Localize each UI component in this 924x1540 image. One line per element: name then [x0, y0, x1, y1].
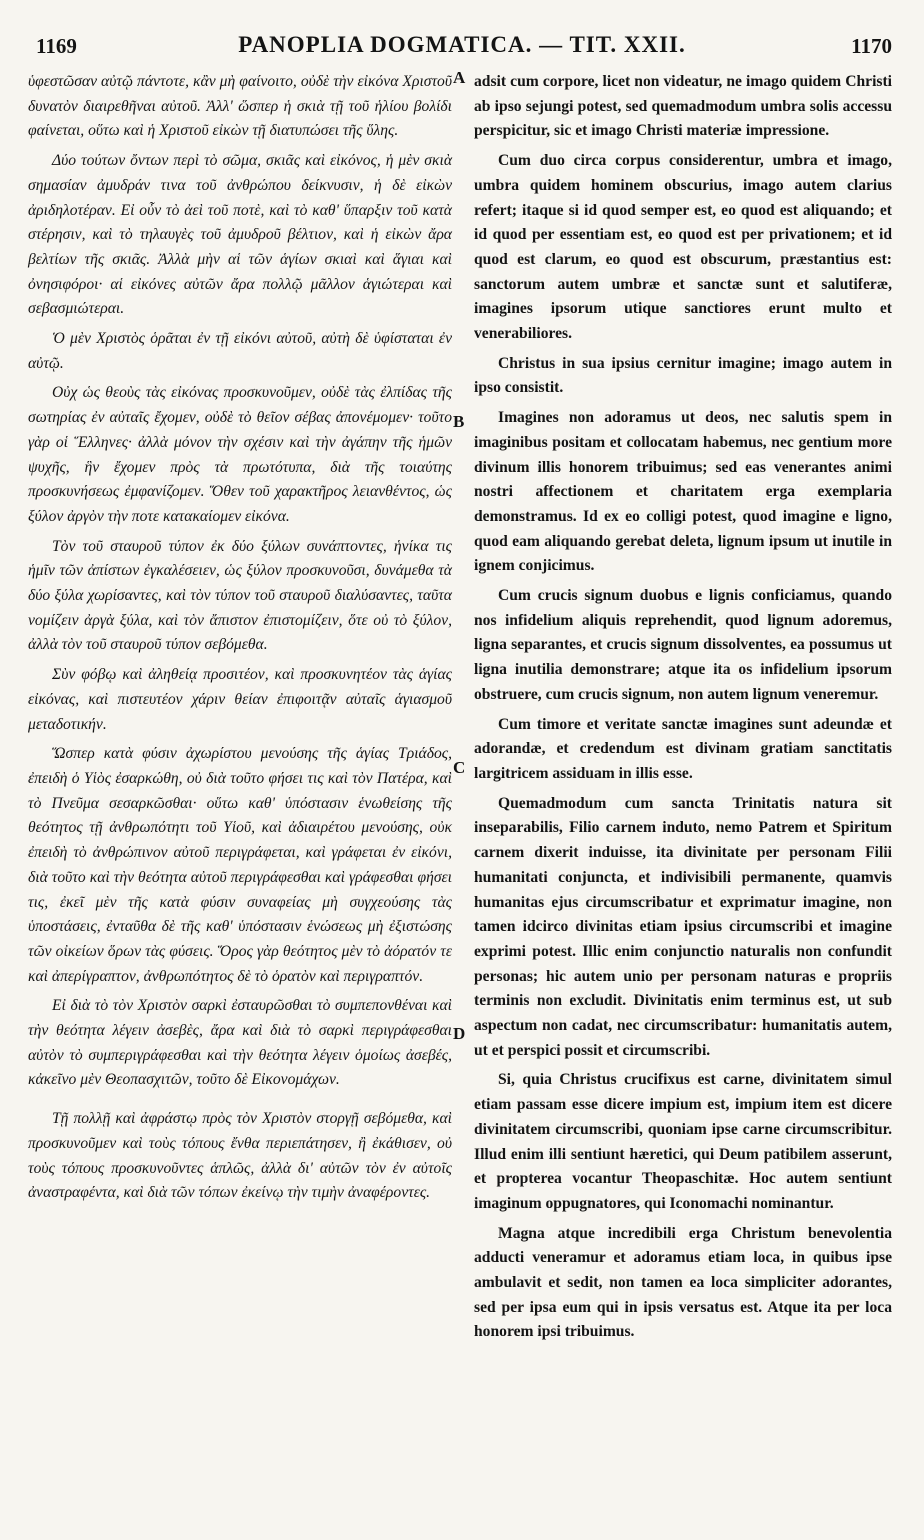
page-header [28, 32, 896, 60]
latin-paragraph: Cum crucis signum duobus e lignis conficiamus, quando nos infidelium aliquis reprehendit, quod lignum adoremus, ligna separantes, et crucis signum dissolventes, ea possumus ut ligna inutilia demonstrare; atque ita os infidelium ipsorum obstruere, cum crucis signum, non autem lignum veneremur. [474, 587, 892, 703]
greek-paragraph: Οὐχ ὡς θεοὺς τὰς εἰκόνας προσκυνοῦμεν, οὐδὲ τὰς ἐλπίδας τῆς σωτηρίας ἐν αὐταῖς ἔχομεν, οὐδὲ τὸ θεῖον σέβας ἀπονέμομεν· τοῦτο γὰρ οἱ Ἕλληνες· ἀλλὰ μόνον τὴν σχέσιν καὶ τὴν ἀγάπην τῆς ἡμῶν ψυχῆς, ἣν ἔχομεν πρὸς τὰ πρωτότυπα, διὰ τῆς τοιαύτης προσκυνήσεως ἐμφανίζομεν. Ὅθεν τοῦ χαρακτῆρος λειανθέντος, ὡς ξύλον ἀργὸν τὴν ποτε κατακαίομεν εἰκόνα. [28, 384, 452, 525]
greek-paragraph: Τῇ πολλῇ καὶ ἀφράστῳ πρὸς τὸν Χριστὸν στοργῇ σεβόμεθα, καὶ προσκυνοῦμεν καὶ τοὺς τόπους ἔνθα περιεπάτησεν, ἢ ἐκάθισεν, οὐ τοὺς τόπους προσκυνοῦντες ἁπλῶς, ἀλλὰ δι' αὐτῶν τὸν ἐν αὐτοῖς ἀναστραφέντα, καὶ διὰ τῶν τόπων ἐκείνῳ τὴν τιμὴν ἀναφέροντες. [28, 1110, 452, 1202]
latin-paragraph: adsit cum corpore, licet non videatur, ne imago quidem Christi ab ipso sejungi potest, sed quemadmodum umbra solis accessu perspicitur, sic et imago Christi materiæ impressione. [474, 73, 892, 140]
margin-letter-c: C [453, 758, 466, 777]
greek-paragraph: Τὸν τοῦ σταυροῦ τύπον ἐκ δύο ξύλων συνάπτοντες, ἡνίκα τις ἡμῖν τῶν ἀπίστων ἐγκαλέσειεν, ὡς ξύλον προσκυνοῦσι, δυνάμεθα τὰ δύο ξύλα χωρίσαντες, καὶ τὸν τύπον τοῦ σταυροῦ διαλύσαντες, ταῦτα νομίζειν ἀργὰ ξύλα, καὶ τὸν ἄπιστον ἐπιστομίζειν, ὅτε οὐ τὸ ξύλον, ἀλλὰ τὸν τοῦ σταυροῦ τύπον σεβόμεθα. [28, 537, 452, 654]
latin-paragraph: Christus in sua ipsius cernitur imagine; imago autem in ipso consistit. [474, 354, 892, 397]
greek-paragraph: Δύο τούτων ὄντων περὶ τὸ σῶμα, σκιᾶς καὶ εἰκόνος, ἡ μὲν σκιὰ σημασίαν ἀμυδράν τινα τοῦ ἀνθρώπου δείκνυσιν, ἡ δὲ εἰκὼν ἀριδηλοτέραν. Εἰ οὖν τὸ ἀεὶ τοῦ ποτὲ, καὶ τὸ καθ' ὕπαρξιν τοῦ κατὰ στέρησιν, καὶ τὸ τηλαυγὲς τοῦ ἀμυδροῦ βέλτιον, καὶ ἡ εἰκὼν ἄρα βελτίων τῆς σκιᾶς. Ἀλλὰ μὴν αἱ τῶν ἁγίων σκιαὶ καὶ ἅγιαι καὶ ὀνησιφόροι· αἱ εἰκόνες αὐτῶν ἄρα πολλῷ μᾶλλον ἁγιώτεραι καὶ σεβασμιώτεραι. [28, 152, 452, 318]
latin-paragraph: Cum duo circa corpus considerentur, umbra et imago, umbra quidem hominem obscurius, imago autem clarius refert; itaque si id quod semper est, eo quod est aliquando; et id quod per essentiam est, eo quod est per privationem; et id quod est clarum, eo quod est obscurum, præstantius est: sanctorum autem umbræ et sanctæ sunt et salutiferæ, imagines ipsorum utique sanctiores erunt multo et venerabiliores. [474, 152, 892, 343]
greek-paragraph: Ὁ μὲν Χριστὸς ὁρᾶται ἐν τῇ εἰκόνι αὐτοῦ, αὐτὴ δὲ ὑφίσταται ἐν αὐτῷ. [28, 330, 452, 372]
greek-paragraph: Εἰ διὰ τὸ τὸν Χριστὸν σαρκὶ ἐσταυρῶσθαι τὸ συμπεπονθέναι καὶ τὴν θεότητα λέγειν ἀσεβὲς, ἄρα καὶ διὰ τὸ σαρκὶ περιγράφεσθαι αὐτὸν τὸ συμπεριγράφεσθαι καὶ τὴν θεότητα λέγειν ὁμοίως ἀσεβές, κἀκεῖνο μὲν Θεοπασχιτῶν, τοῦτο δὲ Εἰκονομάχων. [28, 997, 452, 1089]
greek-column [28, 70, 452, 1211]
greek-paragraph: Σὺν φόβῳ καὶ ἀληθείᾳ προσιτέον, καὶ προσκυνητέον τὰς ἁγίας εἰκόνας, καὶ πιστευτέον χάριν θείαν ἐπιφοιτᾷν αὐταῖς ἁγιασμοῦ μεταδοτικήν. [28, 666, 452, 733]
latin-paragraph: Magna atque incredibili erga Christum benevolentia adducti veneramur et adoramus etiam loca, in quibus ipse ambulavit et sedit, non tamen ea loca simpliciter adorantes, sed per ipsa eum qui in ipsis versatus est. Atque ita per loca honorem ipsi tribuimus. [474, 1224, 892, 1341]
latin-paragraph: Si, quia Christus crucifixus est carne, divinitatem simul etiam passam esse dicere impium est, impium item est dicere divinitatem circumscribi, quoniam ipse carne circumscribitur. Illud enim illi sentiunt hæretici, qui Deum patibilem asserunt, et propterea vocantur Theopaschitæ. Hoc autem sentiunt imaginum oppugnatores, qui Iconomachi nominantur. [474, 1071, 892, 1212]
page-number-left: 1169 [36, 34, 77, 58]
latin-paragraph: Imagines non adoramus ut deos, nec salutis spem in imaginibus positam et collocatam habemus, nec gentium more divinum illis honorem tribuimus; sed eas venerantes animi nostri affectionem et charitatem erga exemplaria demonstramus. Id ex eo colligi potest, quod imagine e ligno, quod eam aliquando gerebat deleta, lignum ipsum ut inutile in ignem conjicimus. [474, 409, 892, 575]
latin-paragraph: Cum timore et veritate sanctæ imagines sunt adeundæ et adorandæ, et credendum est divinam gratiam sanctitatis largitricem assiduam in illis esse. [474, 715, 892, 782]
margin-letter-a: A [453, 68, 466, 87]
latin-paragraph: Quemadmodum cum sancta Trinitatis natura sit inseparabilis, Filio carnem induto, nemo Patrem et Spiritum carnem dixerit induisse, ita divinitate per personam Filii humanitati conjuncta, et indivisibili permanente, quamvis humanitas ejus circumscribatur et exprimatur imagine, non tamen idcirco divinitas etiam ipsius circumscribi et imagine exprimi potest. Illic enim conjunctio naturalis non confundit personas; hic autem unio per personam naturas e propriis terminis non excludit. Divinitatis enim terminus est, ut sub aspectum non cadat, nec circumscribatur: humanitatis autem, ut et perspici possit et circumscribi. [474, 794, 892, 1059]
greek-paragraph: ὑφεστῶσαν αὐτῷ πάντοτε, κἂν μὴ φαίνοιτο, οὐδὲ τὴν εἰκόνα Χριστοῦ δυνατὸν διαιρεθῆναι αὐτοῦ. Ἀλλ' ὥσπερ ἡ σκιὰ τῇ τοῦ ἡλίου βολίδι φαίνεται, οὕτω καὶ ἡ Χριστοῦ εἰκὼν τῇ διατυπώσει τῆς ὕλης. [28, 73, 452, 140]
margin-letter-d: D [453, 1024, 466, 1043]
page-number-right: 1170 [851, 34, 892, 58]
greek-paragraph: Ὥσπερ κατὰ φύσιν ἀχωρίστου μενούσης τῆς ἁγίας Τριάδος, ἐπειδὴ ὁ Υἱὸς ἐσαρκώθη, οὐ διὰ τοῦτο φήσει τις καὶ τὸν Πατέρα, καὶ τὸ Πνεῦμα σεσαρκῶσθαι· οὕτω καθ' ὑπόστασιν ἑνωθείσης τῆς θεότητος τῇ ἀνθρωπότητι τοῦ Υἱοῦ, καὶ ἀδιαιρέτου μενούσης, οὐκ ἐπειδὴ τὸ ἀνθρώπινον αὐτοῦ περιγράφεται, καὶ γράφεται ἐν εἰκόνι, διὰ τοῦτο καὶ τὴν θεότητα αὐτοῦ περιγράφεσθαι καὶ γράφεσθαι φήσει τις, ἐκεῖ μὲν τῆς κατὰ φύσιν συναφείας μὴ συγχεούσης τὰς ὑποστάσεις, ἐνταῦθα δὲ τῆς καθ' ὑπόστασιν ἑνώσεως μὴ ἐξιστώσης τῶν οἰκείων ὅρων τὰς φύσεις. Ὅρος γὰρ θεότητος μὲν τὸ ἀόρατόν τε καὶ ἀπερίγραπτον, ἀνθρωπότητος δὲ τὸ ὁρατὸν καὶ περιγραπτόν. [28, 745, 452, 985]
latin-column [474, 70, 892, 1350]
running-title: PANOPLIA DOGMATICA. — TIT. XXII. [238, 32, 686, 57]
margin-letter-b: B [453, 412, 465, 431]
